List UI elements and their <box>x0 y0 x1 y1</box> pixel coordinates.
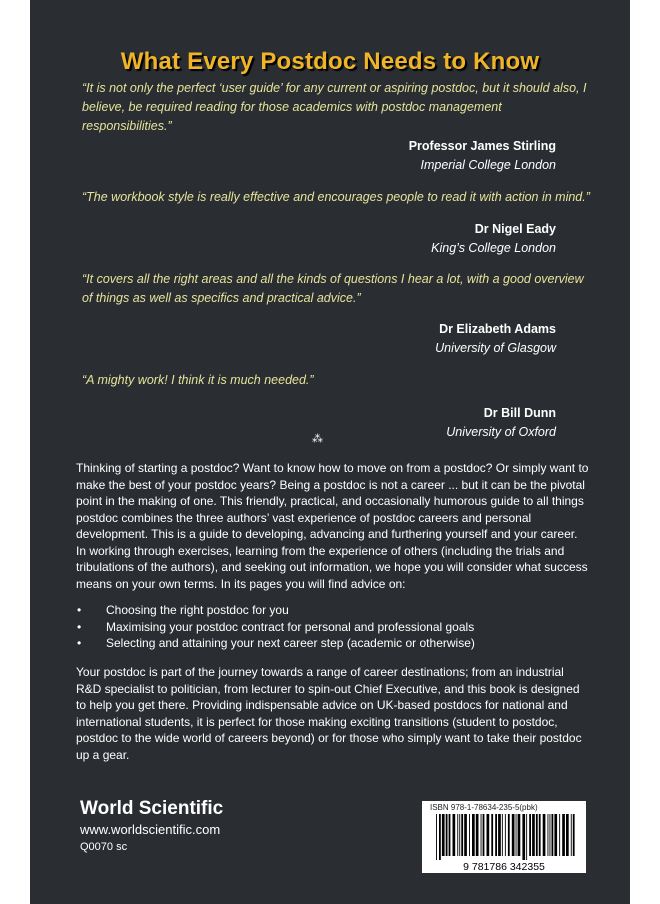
barcode-bar <box>532 814 535 856</box>
barcode-bar <box>491 814 493 856</box>
barcode-bar <box>459 814 460 856</box>
barcode-bar <box>483 814 485 856</box>
barcode-bar <box>472 814 475 856</box>
barcode-bar <box>464 814 467 856</box>
description-paragraph-2: Your postdoc is part of the journey towards a range of career destinations; from an industrial R&D specialist to politician, from lecturer to spin-out Chief Executive, and this book is designed to help you get there. Providing indispensable advice on UK-based postdocs for national and international students, it is perfect for those making exciting transitions (student to postdoc, postdoc to the wide world of careers beyond) or for those who simply want to take their postdoc up a gear. <box>76 665 582 762</box>
barcode-bar <box>469 814 470 856</box>
barcode-bar <box>436 814 437 860</box>
author-name: Dr Bill Dunn <box>483 406 556 420</box>
description-paragraph-1: Thinking of starting a postdoc? Want to know how to move on from a postdoc? Or simply want to make the best of your postdoc years? Being a postdoc is not a career ... but it can be the pivotal point in the making of one. This friendly, practical, and occasionally humorous guide to all things postdoc combines the three authors’ vast experience of postdoc careers and personal development. This is a guide to developing, advancing and furthering yourself and your career. In working through exercises, learning from the experience of others (including the trials and tribulations of the authors), and seeking out information, we hope you will consider what success means on your own terms. In its pages you will find advice on: <box>76 461 589 591</box>
barcode-bar <box>439 814 441 860</box>
endorsement-author <box>435 320 556 358</box>
ornament-divider-icon: ⁂ <box>312 433 323 445</box>
barcode-bar <box>498 814 501 856</box>
endorsement-quote: “It is not only the perfect ‘user guide’ for any current or aspiring postdoc, but it should also, I believe, be required reading for those academics with postdoc management responsibilities.” <box>82 81 587 133</box>
barcode-bar <box>508 814 510 856</box>
barcode-bar <box>453 814 456 856</box>
author-institution: Imperial College London <box>420 158 556 172</box>
barcode-bar <box>543 814 546 856</box>
author-institution: King’s College London <box>431 241 556 255</box>
isbn-label: ISBN 978-1-78634-235-5(pbk) <box>430 803 538 812</box>
barcode-bar <box>495 814 497 856</box>
list-item: • Choosing the right postdoc for you <box>76 602 590 619</box>
barcode-bar <box>550 814 551 856</box>
endorsement-author <box>409 137 556 175</box>
barcode-bar <box>522 814 525 860</box>
barcode-bar <box>505 814 506 856</box>
endorsement-quote: “A mighty work! I think it is much needed.” <box>82 373 314 387</box>
barcode-bars <box>436 814 575 860</box>
barcode-bar <box>536 814 538 856</box>
publisher-code: Q0070 sc <box>80 841 128 853</box>
author-institution: University of Glasgow <box>435 341 556 355</box>
isbn-barcode <box>422 801 586 873</box>
list-item: • Maximising your postdoc contract for personal and professional goals <box>76 619 590 636</box>
barcode-bar <box>446 814 448 856</box>
endorsement-author <box>446 404 556 442</box>
barcode-bar <box>526 814 527 860</box>
advice-bullet-list <box>76 602 590 652</box>
barcode-bar <box>529 814 531 856</box>
barcode-bar <box>457 814 458 856</box>
barcode-bar <box>559 814 560 856</box>
barcode-bar <box>449 814 451 856</box>
publisher-url: www.worldscientific.com <box>80 822 221 837</box>
barcode-bar <box>476 814 479 856</box>
endorsement-quote: “It covers all the right areas and all the kinds of questions I hear a lot, with a good overview of things as well as specifics and practical advice.” <box>82 272 584 305</box>
barcode-bar <box>442 814 445 856</box>
barcode-bar <box>548 814 549 856</box>
barcode-bar <box>539 814 541 856</box>
endorsement-author <box>431 220 556 258</box>
author-name: Professor James Stirling <box>408 139 556 153</box>
barcode-bar <box>552 814 554 856</box>
barcode-bar <box>571 814 572 856</box>
back-cover <box>30 0 630 904</box>
barcode-bar <box>512 814 515 856</box>
book-title: What Every Postdoc Needs to Know <box>120 48 540 75</box>
author-name: Dr Elizabeth Adams <box>439 322 556 336</box>
list-item: • Selecting and attaining your next career step (academic or otherwise) <box>76 635 590 652</box>
barcode-bar <box>461 814 463 856</box>
barcode-bar <box>518 814 521 856</box>
barcode-bar <box>573 814 575 856</box>
barcode-bar <box>481 814 482 856</box>
barcode-bar <box>566 814 569 856</box>
barcode-bar <box>554 814 557 856</box>
barcode-bar <box>562 814 565 856</box>
barcode-bar <box>516 814 517 856</box>
author-name: Dr Nigel Eady <box>474 222 556 236</box>
author-institution: University of Oxford <box>446 425 556 439</box>
barcode-bar <box>502 814 503 856</box>
barcode-bar <box>487 814 490 856</box>
endorsement-quote: “The workbook style is really effective and encourages people to read it with action in mind.” <box>82 190 590 204</box>
barcode-graphic <box>428 814 580 872</box>
publisher-name: World Scientific <box>80 798 224 819</box>
barcode-digits: 9 781786 342355 <box>463 861 545 872</box>
